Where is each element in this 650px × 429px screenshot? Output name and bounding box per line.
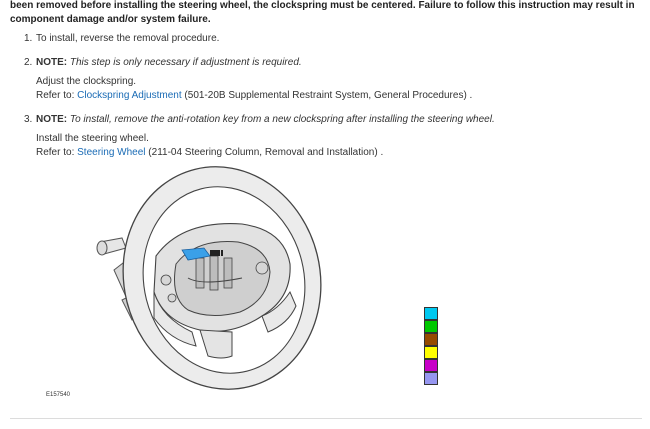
legend-swatch-green xyxy=(424,320,438,333)
step-3 xyxy=(24,113,644,160)
note-text: This step is only necessary if adjustment is required. xyxy=(69,57,302,68)
legend-swatch-cyan xyxy=(424,307,438,320)
legend-swatch-yellow xyxy=(424,346,438,359)
refer-suffix: (211-04 Steering Column, Removal and Installation) . xyxy=(148,147,384,158)
steering-wheel-link[interactable]: Steering Wheel xyxy=(77,147,146,158)
note-label: NOTE: xyxy=(36,114,68,125)
procedure-steps xyxy=(24,32,644,160)
legend-swatch-magenta xyxy=(424,359,438,372)
step-2 xyxy=(24,56,644,103)
warning-text: been removed before installing the steering wheel, the clockspring must be centered. Failure to follow this instruction may result in component damage and/or system failure. xyxy=(10,0,635,25)
legend-swatch-lavender xyxy=(424,372,438,385)
note-label: NOTE: xyxy=(36,57,68,68)
step-action: Adjust the clockspring. xyxy=(36,76,137,87)
clockspring-adjustment-link[interactable]: Clockspring Adjustment xyxy=(77,90,182,101)
color-legend xyxy=(424,307,439,385)
figure-id: E157540 xyxy=(46,392,71,398)
steering-wheel-illustration xyxy=(92,160,328,400)
note-text: To install, remove the anti-rotation key from a new clockspring after installing the steering wheel. xyxy=(69,114,495,125)
step-1 xyxy=(24,32,644,46)
step-number: 1. xyxy=(24,33,33,44)
refer-prefix: Refer to: xyxy=(36,90,75,101)
refer-suffix: (501-20B Supplemental Restraint System, General Procedures) . xyxy=(184,90,473,101)
refer-prefix: Refer to: xyxy=(36,147,75,158)
divider xyxy=(10,418,642,419)
step-number: 3. xyxy=(24,114,33,125)
step-action: Install the steering wheel. xyxy=(36,133,149,144)
step-number: 2. xyxy=(24,57,33,68)
legend-swatch-brown xyxy=(424,333,438,346)
step-text: To install, reverse the removal procedure. xyxy=(36,33,220,44)
